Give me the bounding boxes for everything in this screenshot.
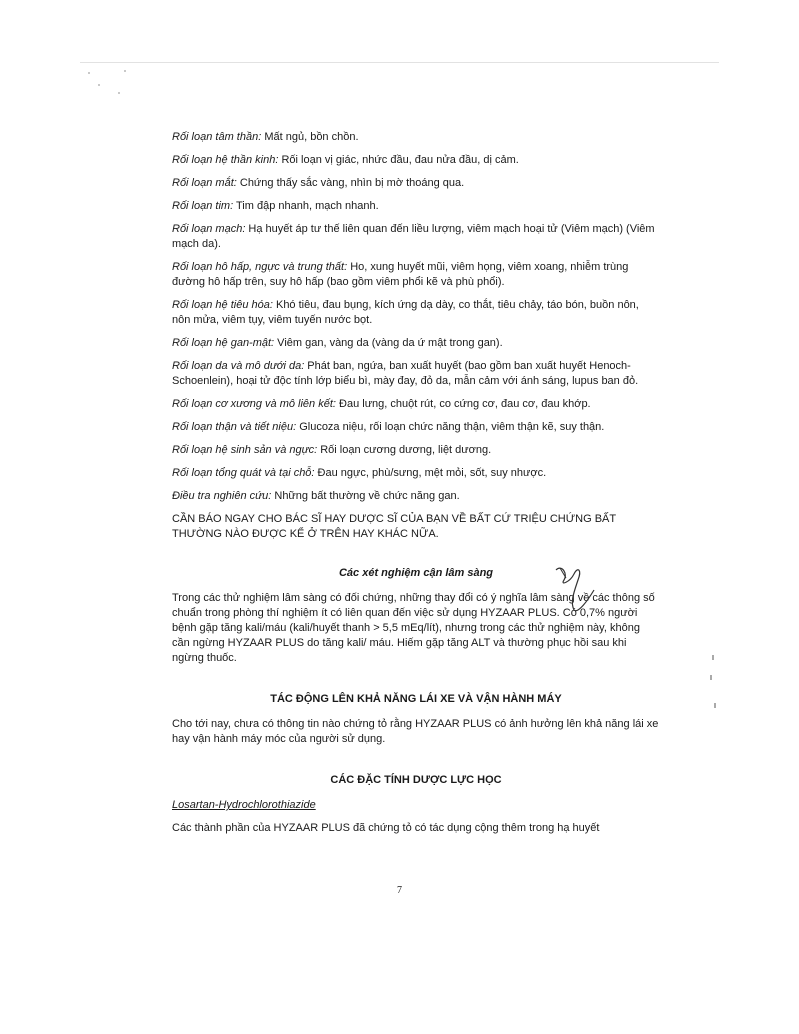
adverse-effect-text: Glucoza niệu, rối loạn chức năng thận, viêm thận kẽ, suy thận. [296,421,605,433]
warning-text: CẦN BÁO NGAY CHO BÁC SĨ HAY DƯỢC SĨ CỦA BẠN VỀ BẤT CỨ TRIỆU CHỨNG BẤT THƯỜNG NÀO ĐƯỢC KỂ Ở TRÊN HAY KHÁC NỮA. [172,513,616,540]
pharmacodynamics-heading: CÁC ĐẶC TÍNH DƯỢC LỰC HỌC [330,774,502,786]
adverse-effect-text: Ho, xung huyết mũi, viêm họng, viêm xoang, nhiễm trùng đường hô hấp trên, suy hô hấp (bao gồm viêm phổi kẽ và phù phổi). [172,261,629,288]
adverse-effect-text: Đau ngực, phù/sưng, mệt mỏi, sốt, suy nhược. [314,467,547,479]
pharmacodynamics-body: Các thành phần của HYZAAR PLUS đã chứng tỏ có tác dụng cộng thêm trong hạ huyết [172,822,600,834]
adverse-effect-item [172,397,660,412]
adverse-effect-label: Rối loạn thận và tiết niệu: [172,421,297,433]
adverse-effect-text: Viêm gan, vàng da (vàng da ứ mật trong gan). [274,337,503,349]
adverse-effect-label: Rối loạn hô hấp, ngực và trung thất: [172,261,348,273]
lab-tests-body: Trong các thử nghiệm lâm sàng có đối chứng, những thay đổi có ý nghĩa lâm sàng về các thông số chuẩn trong phòng thí nghiệm ít có liên quan đến việc sử dụng HYZAAR PLUS. Có 0,7% người bệnh gặp tăng kali/máu (kali/huyết thanh > 5,5 mEq/lít), nhưng trong các thử nghiệm này, không cần ngừng HYZAAR PLUS do tăng kali/ máu. Hiếm gặp tăng ALT và thường phục hồi sau khi ngừng thuốc. [172,592,655,664]
adverse-effect-item [172,336,660,351]
signature-mark [548,560,598,616]
adverse-effect-item [172,153,660,168]
adverse-effect-text: Phát ban, ngứa, ban xuất huyết (bao gồm ban xuất huyết Henoch-Schoenlein), hoại tử độc tính lớp biểu bì, mày đay, đỏ da, mẫn cảm với ánh sáng, lupus ban đỏ. [172,360,639,387]
adverse-effect-item [172,466,660,481]
adverse-effect-label: Rối loạn tim: [172,200,234,212]
adverse-effect-item [172,199,660,214]
driving-heading: TÁC ĐỘNG LÊN KHẢ NĂNG LÁI XE VÀ VẬN HÀNH MÁY [270,693,562,705]
adverse-effect-item [172,222,660,252]
adverse-effect-label: Rối loạn hệ sinh sản và ngực: [172,444,318,456]
adverse-effect-label: Rối loạn tâm thần: [172,131,262,143]
driving-body: Cho tới nay, chưa có thông tin nào chứng tỏ rằng HYZAAR PLUS có ảnh hưởng lên khả năng lái xe hay vận hành máy móc của người sử dụng. [172,718,659,745]
adverse-effect-item [172,359,660,389]
adverse-effect-text: Rối loạn cương dương, liệt dương. [317,444,492,456]
adverse-effect-text: Đau lưng, chuột rút, co cứng cơ, đau cơ, đau khớp. [335,398,591,410]
pharmacodynamics-subheading: Losartan-Hydrochlorothiazide [172,799,316,811]
adverse-effect-text: Chứng thấy sắc vàng, nhìn bị mờ thoáng qua. [236,177,465,189]
adverse-effect-item [172,489,660,504]
adverse-effect-item [172,298,660,328]
adverse-effects-list [172,130,660,504]
adverse-effect-text: Những bất thường về chức năng gan. [271,490,460,502]
adverse-effect-text: Hạ huyết áp tư thế liên quan đến liều lượng, viêm mạch hoại tử (Viêm mạch) (Viêm mạch da). [172,223,655,250]
adverse-effect-label: Rối loạn mắt: [172,177,237,189]
adverse-effect-label: Rối loạn hệ gan-mật: [172,337,275,349]
adverse-effect-label: Rối loạn mạch: [172,223,246,235]
page-content [172,130,660,844]
adverse-effect-item [172,260,660,290]
page-number: 7 [397,885,402,896]
adverse-effect-label: Rối loạn tổng quát và tại chỗ: [172,467,315,479]
adverse-effect-item [172,176,660,191]
adverse-effect-item [172,420,660,435]
adverse-effect-text: Mất ngủ, bồn chồn. [261,131,359,143]
adverse-effect-label: Rối loạn hệ tiêu hóa: [172,299,273,311]
adverse-effect-label: Rối loạn hệ thần kinh: [172,154,279,166]
adverse-effect-text: Tim đập nhanh, mạch nhanh. [233,200,379,212]
adverse-effect-item [172,443,660,458]
scan-top-edge [80,62,719,63]
lab-tests-heading: Các xét nghiệm cận lâm sàng [338,567,494,579]
adverse-effect-text: Khó tiêu, đau bụng, kích ứng dạ dày, co thắt, tiêu chảy, táo bón, buồn nôn, nôn mửa, viêm tụy, viêm tuyến nước bọt. [172,299,639,326]
adverse-effect-item [172,130,660,145]
adverse-effect-label: Điều tra nghiên cứu: [172,490,272,502]
adverse-effect-label: Rối loạn da và mô dưới da: [172,360,305,372]
scan-specks [88,68,138,108]
adverse-effect-label: Rối loạn cơ xương và mô liên kết: [172,398,336,410]
adverse-effect-text: Rối loạn vị giác, nhức đầu, đau nửa đầu, dị cảm. [278,154,519,166]
margin-marks [708,655,720,715]
